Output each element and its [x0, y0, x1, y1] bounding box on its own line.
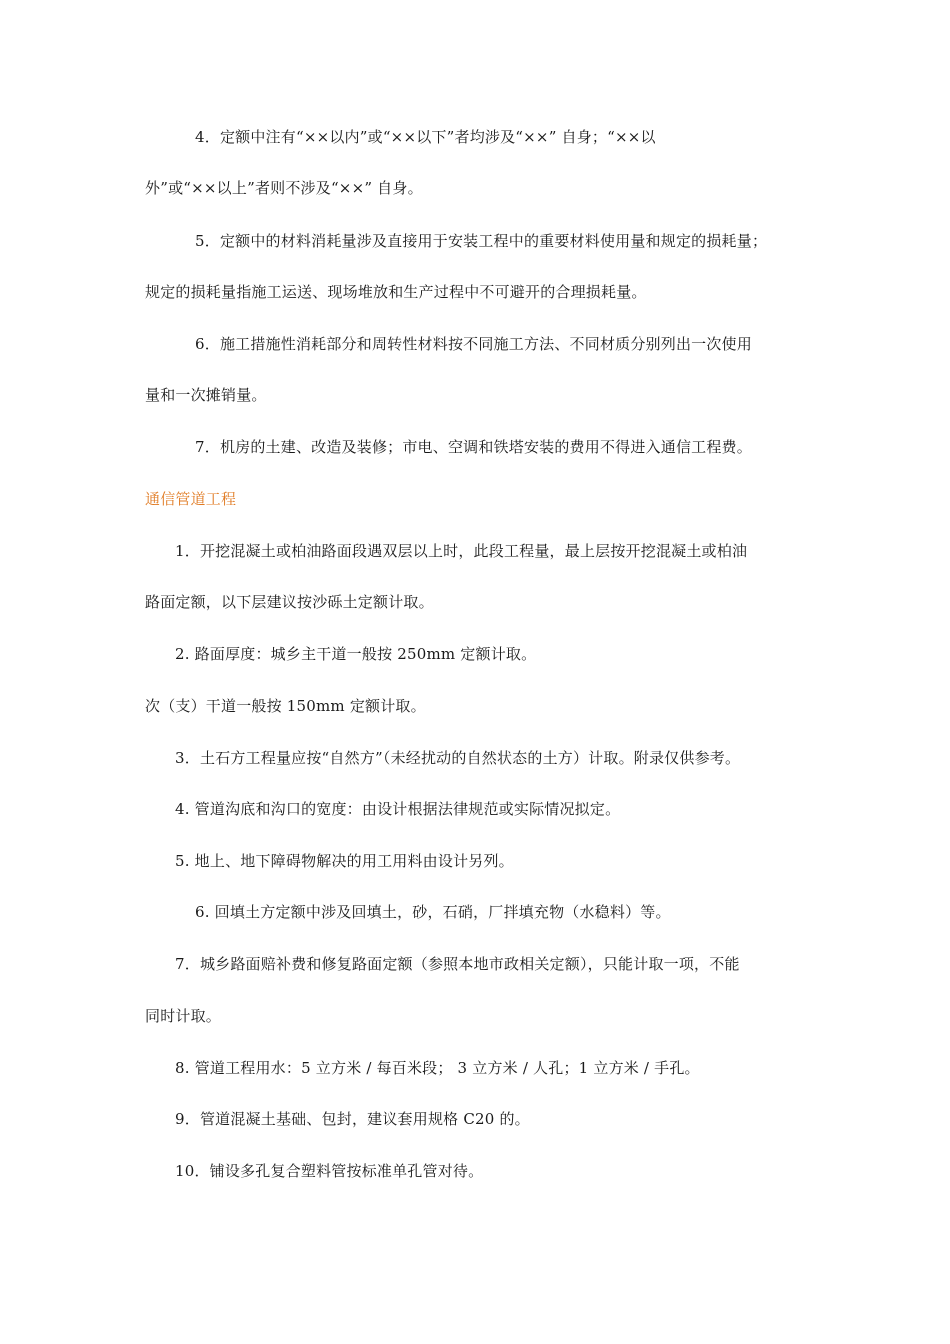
pipe-item-5: 5. 地上、地下障碍物解决的用工用料由设计另列。 [175, 852, 514, 870]
pipe-item-2-line-2: 次（支）干道一般按 150mm 定额计取。 [145, 697, 426, 715]
pipe-item-4: 4. 管道沟底和沟口的宽度：由设计根据法律规范或实际情况拟定。 [175, 800, 621, 818]
pipe-item-2-line-1: 2. 路面厚度：城乡主干道一般按 250mm 定额计取。 [175, 645, 537, 663]
pipe-item-3: 3．土石方工程量应按“自然方”（未经扰动的自然状态的土方）计取。附录仅供参考。 [175, 749, 741, 767]
paragraph-7: 7．机房的土建、改造及装修；市电、空调和铁塔安装的费用不得进入通信工程费。 [195, 438, 752, 456]
pipe-item-9: 9．管道混凝土基础、包封，建议套用规格 C20 的。 [175, 1110, 530, 1128]
paragraph-5-line-2: 规定的损耗量指施工运送、现场堆放和生产过程中不可避开的合理损耗量。 [145, 283, 647, 301]
pipe-item-6: 6. 回填土方定额中涉及回填土，砂，石硝，厂拌填充物（水稳料）等。 [195, 903, 671, 921]
paragraph-6-line-2: 量和一次摊销量。 [145, 386, 267, 404]
pipe-item-1-line-1: 1．开挖混凝土或柏油路面段遇双层以上时，此段工程量，最上层按开挖混凝土或柏油 [175, 542, 748, 560]
section-heading: 通信管道工程 [145, 490, 237, 508]
pipe-item-10: 10．铺设多孔复合塑料管按标准单孔管对待。 [175, 1162, 484, 1180]
paragraph-4-line-1: 4．定额中注有“××以内”或“××以下”者均涉及“××” 自身；“××以 [195, 128, 656, 146]
pipe-item-7-line-1: 7．城乡路面赔补费和修复路面定额（参照本地市政相关定额），只能计取一项，不能 [175, 955, 740, 973]
pipe-item-8: 8. 管道工程用水：5 立方米 / 每百米段； 3 立方米 / 人孔；1 立方米 / 手孔。 [175, 1059, 700, 1077]
paragraph-4-line-2: 外”或“××以上”者则不涉及“××” 自身。 [145, 179, 423, 197]
paragraph-6-line-1: 6．施工措施性消耗部分和周转性材料按不同施工方法、不同材质分别列出一次使用 [195, 335, 752, 353]
pipe-item-1-line-2: 路面定额，以下层建议按沙砾土定额计取。 [145, 593, 434, 611]
pipe-item-7-line-2: 同时计取。 [145, 1007, 222, 1025]
paragraph-5-line-1: 5．定额中的材料消耗量涉及直接用于安装工程中的重要材料使用量和规定的损耗量； [195, 232, 768, 250]
